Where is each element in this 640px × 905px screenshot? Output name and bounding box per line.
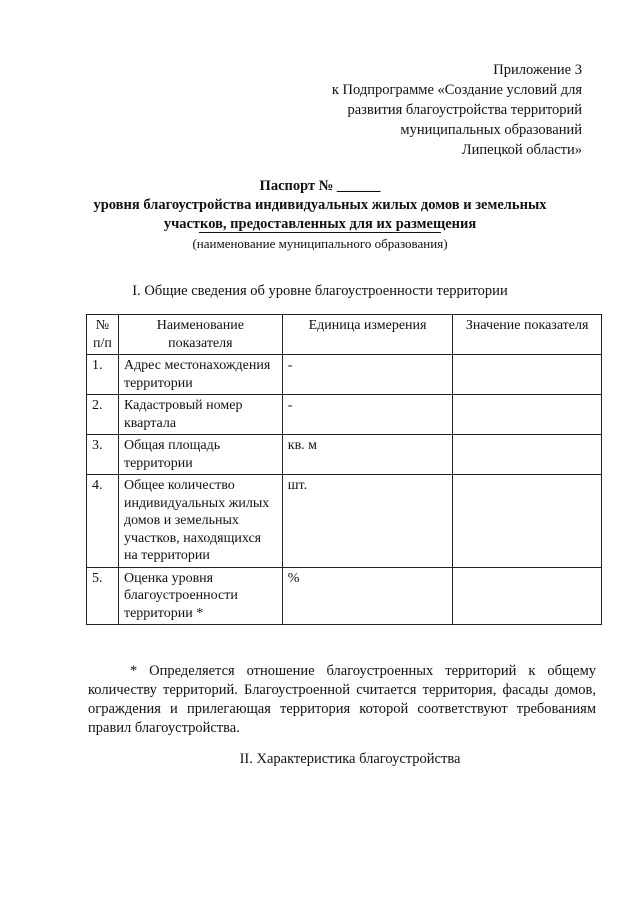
cell-name: Кадастровый номер квартала (118, 395, 282, 435)
table-header-row (87, 315, 602, 355)
cell-value (453, 435, 602, 475)
cell-value (453, 395, 602, 435)
table-row (87, 395, 602, 435)
header-value: Значение показателя (453, 315, 602, 355)
cell-value (453, 355, 602, 395)
cell-unit: кв. м (282, 435, 453, 475)
cell-value (453, 567, 602, 625)
title-line-subject-cont: участков, предоставленных для их размещения (163, 216, 477, 232)
cell-num: 3. (87, 435, 119, 475)
municipality-field (0, 232, 640, 252)
appendix-line: муниципальных образований (400, 122, 582, 138)
appendix-header (332, 60, 582, 160)
cell-value (453, 475, 602, 568)
appendix-line: Приложение 3 (493, 62, 582, 78)
cell-num: 1. (87, 355, 119, 395)
table-row (87, 475, 602, 568)
indicators-table (86, 314, 602, 625)
header-name: Наименование показателя (118, 315, 282, 355)
footnote: * Определяется отношение благоустроенных территорий к общему количеству территорий. Благоустроенной считается территория, фасады домов, ограждения и прилегающая территория которой соответствуют требованиям правил благоустройства. (88, 663, 596, 736)
section-1-title: I. Общие сведения об уровне благоустроенности территории (132, 283, 508, 299)
header-num: № п/п (87, 315, 119, 355)
appendix-line: развития благоустройства территорий (347, 102, 582, 118)
table-row (87, 567, 602, 625)
table-row (87, 355, 602, 395)
cell-unit: % (282, 567, 453, 625)
cell-num: 5. (87, 567, 119, 625)
title-line-passport: Паспорт № ______ (259, 178, 381, 194)
cell-name: Оценка уровня благоустроенности территории * (118, 567, 282, 625)
section-2-title: II. Характеристика благоустройства (239, 751, 461, 767)
cell-name: Общая площадь территории (118, 435, 282, 475)
appendix-line: Липецкой области» (461, 142, 582, 158)
appendix-line: к Подпрограмме «Создание условий для (331, 82, 582, 98)
header-unit: Единица измерения (282, 315, 453, 355)
cell-unit: шт. (282, 475, 453, 568)
table-row (87, 435, 602, 475)
title-line-subject: уровня благоустройства индивидуальных жилых домов и земельных (93, 197, 547, 213)
cell-unit: - (282, 355, 453, 395)
municipality-caption: (наименование муниципального образования) (192, 236, 448, 251)
cell-num: 2. (87, 395, 119, 435)
document-title (0, 177, 640, 234)
cell-name: Адрес местонахождения территории (118, 355, 282, 395)
municipality-blank-line (199, 232, 441, 233)
cell-name: Общее количество индивидуальных жилых домов и земельных участков, находящихся на территории (118, 475, 282, 568)
cell-num: 4. (87, 475, 119, 568)
cell-unit: - (282, 395, 453, 435)
